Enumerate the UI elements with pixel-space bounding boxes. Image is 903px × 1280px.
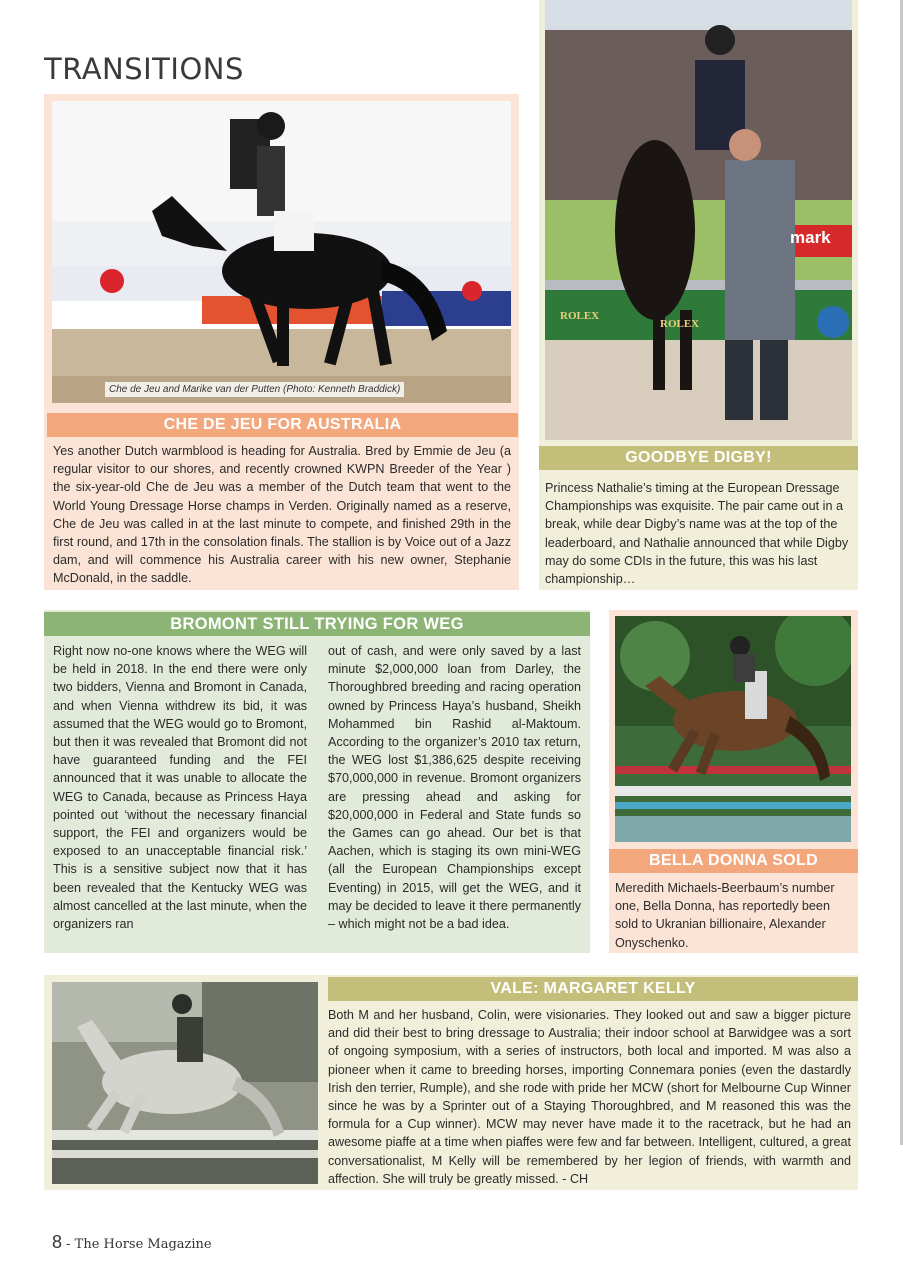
digby-body: Princess Nathalie’s timing at the European Dressage Championships was exquisite. The pair came out in a break, while dear Digby’s name was at the top of the leaderboard, and Nathalie announced that while Digby may do some CDIs in the future, this was his last championship…	[545, 481, 849, 587]
vintage-jumping-image	[52, 982, 318, 1184]
digby-rolex-1: ROLEX	[560, 310, 600, 322]
vale-body: Both M and her husband, Colin, were visionaries. They looked out and saw a bigger picture and did their best to bring dressage to Australia; their indoor school at Barwidgee was a sort of ongoing symposium, with a series of instructors, both local and imported. M was also a pioneer when it came to breeding horses, importing Connemara ponies (even the dastardly Irish den terrier, Rumple), and she rode with pride her MCW (short for Melbourne Cup Winner since he was by a Sprinter out of a Staying Thoroughbred, and M reasoned this was the formula for a Cup winner). MCW may never have made it to the racetrack, but he had an awesome piaffe at a time when piaffes were few and far between. Intelligent, cultured, a great conversationalist, M Kelly will be remembered by her legion of friends, with warmth and affection. She will truly be greatly missed. - CH	[328, 1008, 851, 1186]
page-footer	[52, 1232, 212, 1253]
bella-donna-body: Meredith Michaels-Beerbaum’s number one, Bella Donna, has reportedly been sold to Ukranian billionaire, Alexander Onyschenko.	[615, 881, 835, 950]
che-de-jeu-caption: Che de Jeu and Marike van der Putten (Photo: Kenneth Braddick)	[105, 382, 404, 397]
bromont-heading: BROMONT STILL TRYING FOR WEG	[44, 612, 590, 636]
section-title: TRANSITIONS	[44, 52, 244, 86]
che-de-jeu-body: Yes another Dutch warmblood is heading for Australia. Bred by Emmie de Jeu (a regular visitor to our shores, and recently crowned KWPN Breeder of the Year ) the six-year-old Che de Jeu was a member of the Dutch team that went to the World Young Dressage Horse champs in Verden. Originally named as a reserve, Che de Jeu was called in at the last minute to compete, and finished 29th in the first round, and 17th in the consolation finals. The stallion is by Voice out of a Jazz dam, and will commence his Australia career with his new owner, Stephanie McDonald, in the saddle.	[53, 444, 511, 586]
che-de-jeu-photo	[52, 101, 511, 403]
magazine-name: - The Horse Magazine	[62, 1237, 212, 1252]
bromont-column-2: out of cash, and were only saved by a last minute $2,000,000 loan from Darley, the Thoroughbred breeding and racing operation owned by Princess Haya’s husband, Sheikh Mohammed bin Rashid al-Maktoum. According to the organizer’s 2010 tax return, the WEG lost $1,386,625 despite receiving $70,000,000 in revenue. Bromont organizers are pressing ahead and asking for $20,000,000 in Federal and State funds so the Games can go ahead. Our bet is that Aachen, which is staging its own mini-WEG (all the European Championships except Eventing) in 2015, will get the WEG, and it may be decided to leave it there permanently – which might not be a bad idea.	[328, 644, 581, 932]
page-number: 8	[52, 1232, 63, 1252]
digby-banner-text: mark	[790, 228, 831, 247]
vale-heading: VALE: MARGARET KELLY	[328, 977, 858, 1001]
show-jumping-image	[615, 616, 851, 842]
digby-rolex-2: ROLEX	[660, 318, 700, 330]
bella-donna-photo	[615, 616, 851, 842]
bromont-column-1: Right now no-one knows where the WEG will be held in 2018. In the end there were only two bidders, Vienna and Bromont in Canada, and when Vienna withdrew its bid, it was assumed that the WEG would go to Bromont, but then it was revealed that Bromont did not have guaranteed funding and the FEI announced that it was unable to allocate the WEG to Canada, because as Princess Haya pointed out ‘without the necessary financial support, the FEI and organizers would be exposed to an unacceptable financial risk.’ This is a sensitive subject now that it has been revealed that the Kentucky WEG was almost cancelled at the last minute, when the organizers ran	[53, 644, 307, 932]
digby-photo	[545, 0, 852, 440]
dressage-horse-image	[52, 101, 511, 403]
horse-presentation-image	[545, 0, 852, 440]
digby-heading: GOODBYE DIGBY!	[539, 446, 858, 470]
vale-photo	[52, 982, 318, 1184]
che-de-jeu-heading: CHE DE JEU FOR AUSTRALIA	[47, 413, 518, 437]
bella-donna-heading: BELLA DONNA SOLD	[609, 849, 858, 873]
